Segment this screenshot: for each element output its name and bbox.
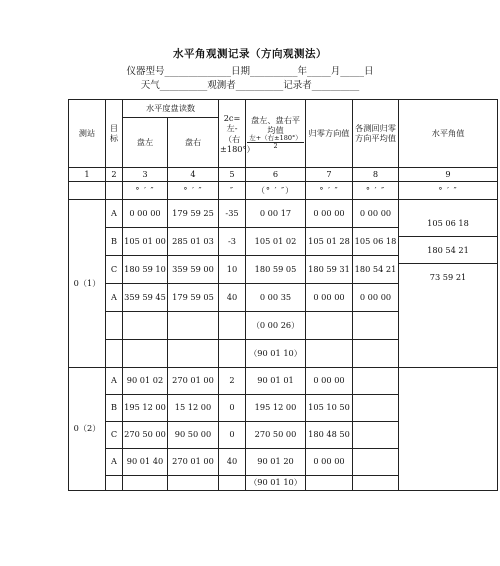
header-average: 盘左、盘右平均值 $\frac{\text{左+（右±180°）}}{2}$ — [246, 100, 306, 168]
closure-value: （0 00 26） — [246, 312, 306, 340]
col-number: 2 — [106, 168, 123, 182]
header-station: 测站 — [69, 100, 106, 168]
unit-dms: ° ′ ″ — [123, 182, 168, 200]
col-number: 6 — [246, 168, 306, 182]
unit-dms: ° ′ ″ — [306, 182, 353, 200]
col-number: 4 — [168, 168, 219, 182]
form-line-weather-observer: 天气__________观测者__________记录者__________ — [140, 80, 360, 91]
unit-dms: ° ′ ″ — [399, 182, 498, 200]
unit-sec-paren: （° ′ ″） — [246, 182, 306, 200]
table-row: B 105 01 00 285 01 03 -3 105 01 02 105 01 28 105 06 18 — [69, 228, 498, 256]
station-round-2: 0（2） — [69, 368, 106, 491]
table-row: C 270 50 00 90 50 00 0 270 50 00 180 48 50 — [69, 422, 498, 449]
col-number: 1 — [69, 168, 106, 182]
table-row: 0（2） A 90 01 02 270 01 00 2 90 01 01 0 00 00 — [69, 368, 498, 395]
table-row: C 180 59 10 359 59 00 10 180 59 05 180 59 31 180 54 21 — [69, 256, 498, 284]
header-left: 盘左 — [123, 118, 168, 168]
col-number: 3 — [123, 168, 168, 182]
page-title: 水平角观测记录（方向观测法） — [173, 48, 327, 60]
table-row: A 359 59 45 179 59 05 40 0 00 35 0 00 00 0 00 00 — [69, 284, 498, 312]
col-number: 9 — [399, 168, 498, 182]
angle-value: 73 59 21 — [429, 272, 467, 282]
closure-value: （90 01 10） — [246, 340, 306, 368]
angle-value: 105 06 18 — [399, 210, 497, 237]
unit-sec: ″ — [219, 182, 246, 200]
table-row: 0（1） A 0 00 00 179 59 25 -35 0 00 17 0 00 00 0 00 00 105 06 18 180 54 21 73 59 21 — [69, 200, 498, 228]
header-right: 盘右 — [168, 118, 219, 168]
table-row: A 90 01 40 270 01 00 40 90 01 20 0 00 00 — [69, 449, 498, 476]
average-formula: $\frac{\text{左+（右±180°）}}{2}$ — [249, 133, 302, 151]
header-zero-direction: 归零方向值 — [306, 100, 353, 168]
form-line-instrument-date: 仪器型号______________日期__________年_____月_____日 — [126, 66, 374, 77]
col-number: 8 — [353, 168, 399, 182]
angle-value: 180 54 21 — [399, 237, 497, 264]
header-horizontal-angle: 水平角值 — [399, 100, 498, 168]
header-reading-group: 水平度盘读数 — [123, 100, 219, 118]
closure-value: （90 01 10） — [246, 476, 306, 491]
table-row: B 195 12 00 15 12 00 0 195 12 00 105 10 50 — [69, 395, 498, 422]
unit-dms: ° ′ ″ — [353, 182, 399, 200]
header-target: 目标 — [106, 100, 123, 168]
horizontal-angle-values — [399, 200, 498, 368]
observation-table — [68, 99, 498, 491]
unit-dms: ° ′ ″ — [168, 182, 219, 200]
col-number: 7 — [306, 168, 353, 182]
station-round-1: 0（1） — [69, 200, 106, 368]
header-avg-zero-direction: 各测回归零方向平均值 — [353, 100, 399, 168]
header-2c: 2c=左-（右±180°） — [219, 100, 246, 168]
col-number: 5 — [219, 168, 246, 182]
